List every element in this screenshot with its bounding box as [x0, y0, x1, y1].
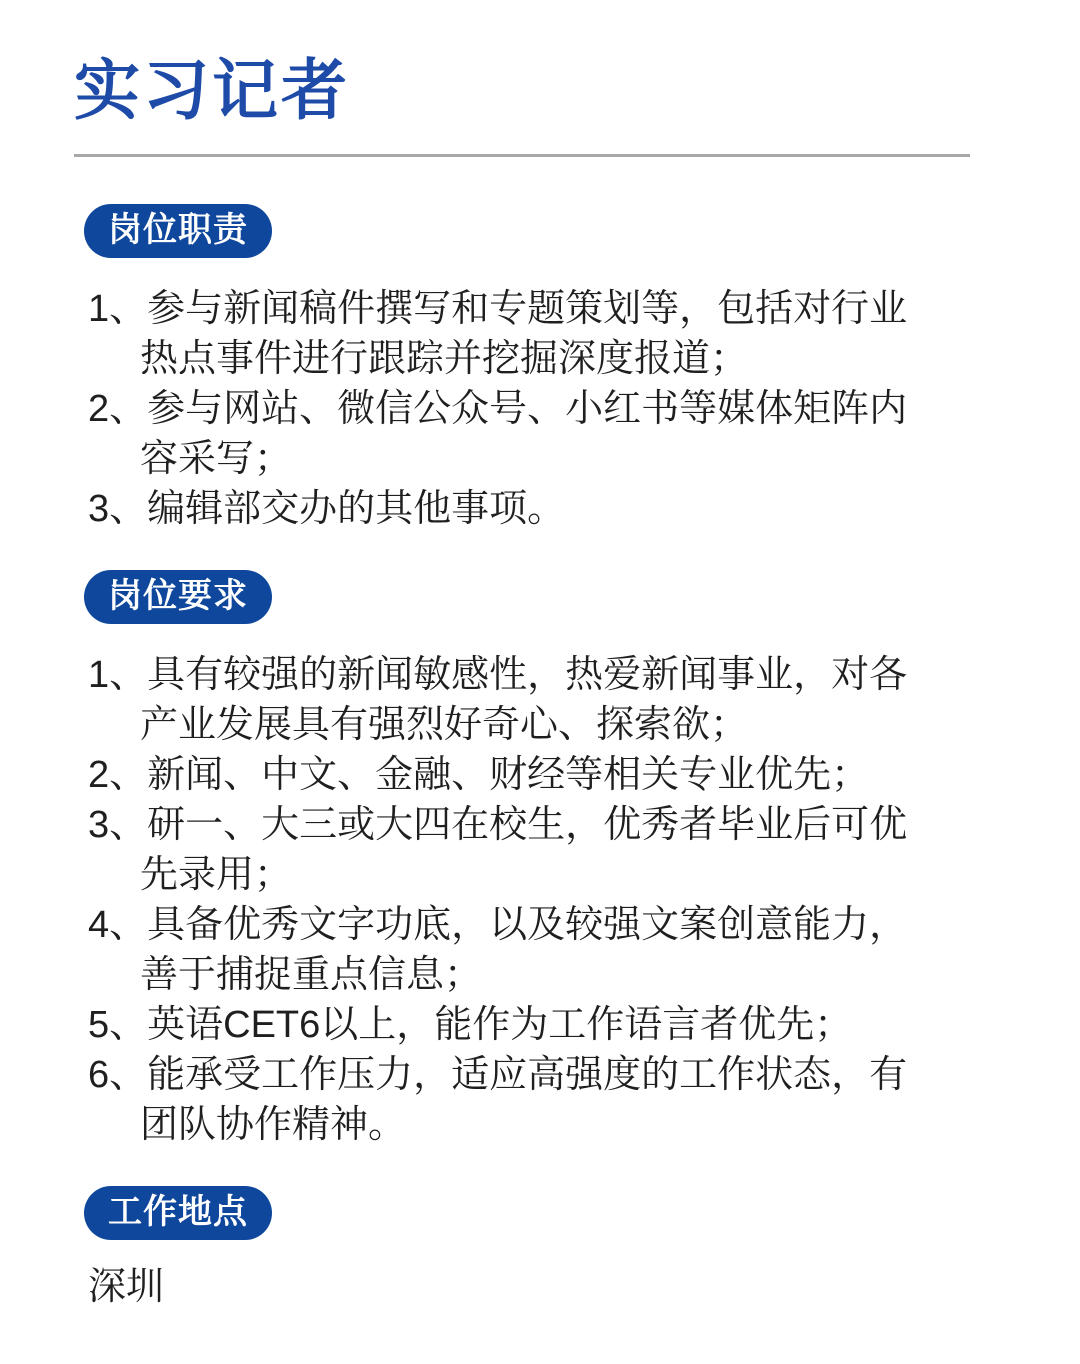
- item-text: 英语CET6以上，能作为工作语言者优先；: [147, 1004, 853, 1046]
- item-text: 参与新闻稿件撰写和专题策划等，包括对行业热点事件进行跟踪并挖掘深度报道；: [140, 288, 908, 380]
- item-number: 2、: [88, 388, 148, 430]
- list-item: [88, 750, 908, 800]
- item-number: 2、: [88, 754, 148, 796]
- list-item: [88, 1050, 908, 1150]
- item-text: 参与网站、微信公众号、小红书等媒体矩阵内容采写；: [140, 388, 908, 480]
- item-number: 5、: [88, 1004, 148, 1046]
- item-number: 1、: [88, 654, 148, 696]
- item-text: 具有较强的新闻敏感性，热爱新闻事业，对各产业发展具有强烈好奇心、探索欲；: [140, 654, 908, 746]
- item-number: 3、: [88, 804, 148, 846]
- badge-requirements: 岗位要求: [84, 570, 272, 624]
- requirements-list: [88, 650, 960, 1150]
- title-divider: [74, 154, 970, 157]
- list-item: [88, 900, 908, 1000]
- list-item: [88, 650, 908, 750]
- item-number: 3、: [88, 488, 148, 530]
- responsibilities-list: [88, 284, 960, 534]
- item-text: 新闻、中文、金融、财经等相关专业优先；: [147, 754, 870, 796]
- work-location: 深圳: [88, 1266, 165, 1308]
- item-text: 研一、大三或大四在校生，优秀者毕业后可优先录用；: [140, 804, 908, 896]
- item-text: 具备优秀文字功底，以及较强文案创意能力，善于捕捉重点信息；: [140, 904, 908, 996]
- item-text: 编辑部交办的其他事项。: [147, 488, 566, 530]
- badge-location: 工作地点: [84, 1186, 272, 1240]
- list-item: [88, 284, 908, 384]
- list-item: [88, 800, 908, 900]
- item-number: 4、: [88, 904, 148, 946]
- list-item: [88, 384, 908, 484]
- item-text: 能承受工作压力，适应高强度的工作状态，有团队协作精神。: [140, 1054, 908, 1146]
- item-number: 6、: [88, 1054, 148, 1096]
- badge-responsibilities: 岗位职责: [84, 204, 272, 258]
- page-title: 实习记者: [74, 55, 350, 128]
- list-item: [88, 484, 908, 534]
- list-item: [88, 1000, 908, 1050]
- item-number: 1、: [88, 288, 148, 330]
